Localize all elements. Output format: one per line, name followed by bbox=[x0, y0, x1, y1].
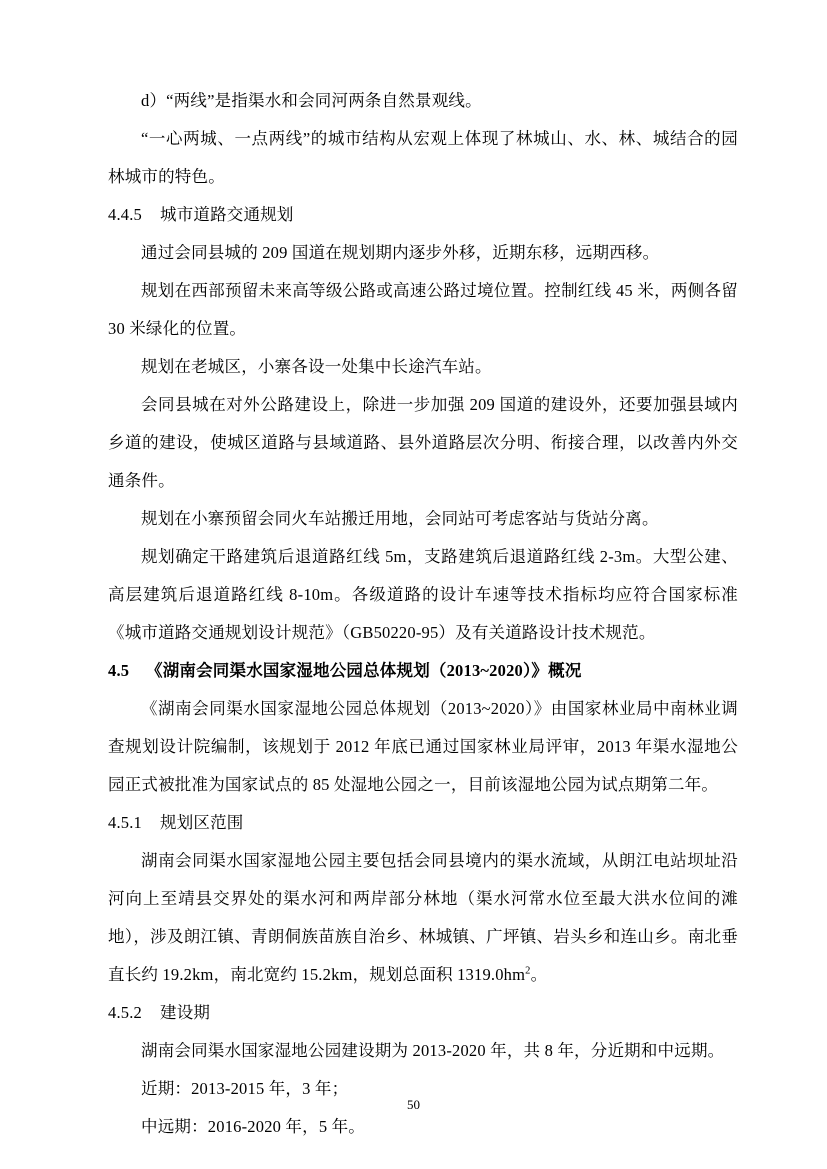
section-number: 4.5.1 bbox=[108, 813, 142, 832]
superscript: 2 bbox=[525, 965, 531, 977]
section-title: 规划区范围 bbox=[160, 813, 244, 832]
section-title: 《湖南会同渠水国家湿地公园总体规划（2013~2020）》概况 bbox=[146, 661, 582, 680]
paragraph: “一心两城、一点两线”的城市结构从宏观上体现了林城山、水、林、城结合的园林城市的特色。 bbox=[108, 129, 738, 186]
paragraph: 规划在西部预留未来高等级公路或高速公路过境位置。控制红线 45 米，两侧各留 30 米绿化的位置。 bbox=[108, 281, 738, 338]
document-body bbox=[108, 82, 738, 1146]
paragraph-text-tail: 。 bbox=[530, 965, 548, 984]
section-title: 城市道路交通规划 bbox=[160, 205, 294, 224]
paragraph bbox=[108, 842, 738, 994]
section-heading bbox=[108, 652, 738, 690]
paragraph: 规划在小寨预留会同火车站搬迁用地，会同站可考虑客站与货站分离。 bbox=[141, 509, 659, 528]
paragraph: 通过会同县城的 209 国道在规划期内逐步外移，近期东移，远期西移。 bbox=[141, 243, 660, 262]
paragraph: 规划在老城区，小寨各设一处集中长途汽车站。 bbox=[141, 357, 492, 376]
section-heading bbox=[108, 196, 738, 234]
section-heading bbox=[108, 804, 738, 842]
paragraph: 《湖南会同渠水国家湿地公园总体规划（2013~2020）》由国家林业局中南林业调查规划设计院编制，该规划于 2012 年底已通过国家林业局评审，2013 年渠水湿地公园正式被批准为国家试点的 85 处湿地公园之一，目前该湿地公园为试点期第二年。 bbox=[108, 699, 738, 794]
paragraph: 会同县城在对外公路建设上，除进一步加强 209 国道的建设外，还要加强县域内乡道的建设，使城区道路与县域道路、县外道路层次分明、衔接合理，以改善内外交通条件。 bbox=[108, 395, 738, 490]
section-heading bbox=[108, 994, 738, 1032]
section-title: 建设期 bbox=[160, 1003, 211, 1022]
paragraph: 湖南会同渠水国家湿地公园建设期为 2013-2020 年，共 8 年，分近期和中远期。 bbox=[141, 1041, 725, 1060]
paragraph: d）“两线”是指渠水和会同河两条自然景观线。 bbox=[141, 91, 482, 110]
paragraph-text: 湖南会同渠水国家湿地公园主要包括会同县境内的渠水流域，从朗江电站坝址沿河向上至靖县交界处的渠水河和两岸部分林地（渠水河常水位至最大洪水位间的滩地），涉及朗江镇、青朗侗族苗族自治乡、林城镇、广坪镇、岩头乡和连山乡。南北垂直长约 19.2km，南北宽约 15.2km，规划总面积 1319.0hm bbox=[108, 851, 738, 984]
page-number: 50 bbox=[407, 1097, 420, 1112]
section-number: 4.4.5 bbox=[108, 205, 142, 224]
paragraph: 中远期：2016-2020 年，5 年。 bbox=[141, 1117, 365, 1136]
paragraph: 规划确定干路建筑后退道路红线 5m，支路建筑后退道路红线 2-3m。大型公建、高层建筑后退道路红线 8-10m。各级道路的设计车速等技术指标均应符合国家标准《城市道路交通规划设计规范》（GB50220-95）及有关道路设计技术规范。 bbox=[108, 547, 738, 642]
section-number: 4.5.2 bbox=[108, 1003, 142, 1022]
paragraph: 近期：2013-2015 年，3 年； bbox=[141, 1079, 349, 1098]
section-number: 4.5 bbox=[108, 661, 130, 680]
